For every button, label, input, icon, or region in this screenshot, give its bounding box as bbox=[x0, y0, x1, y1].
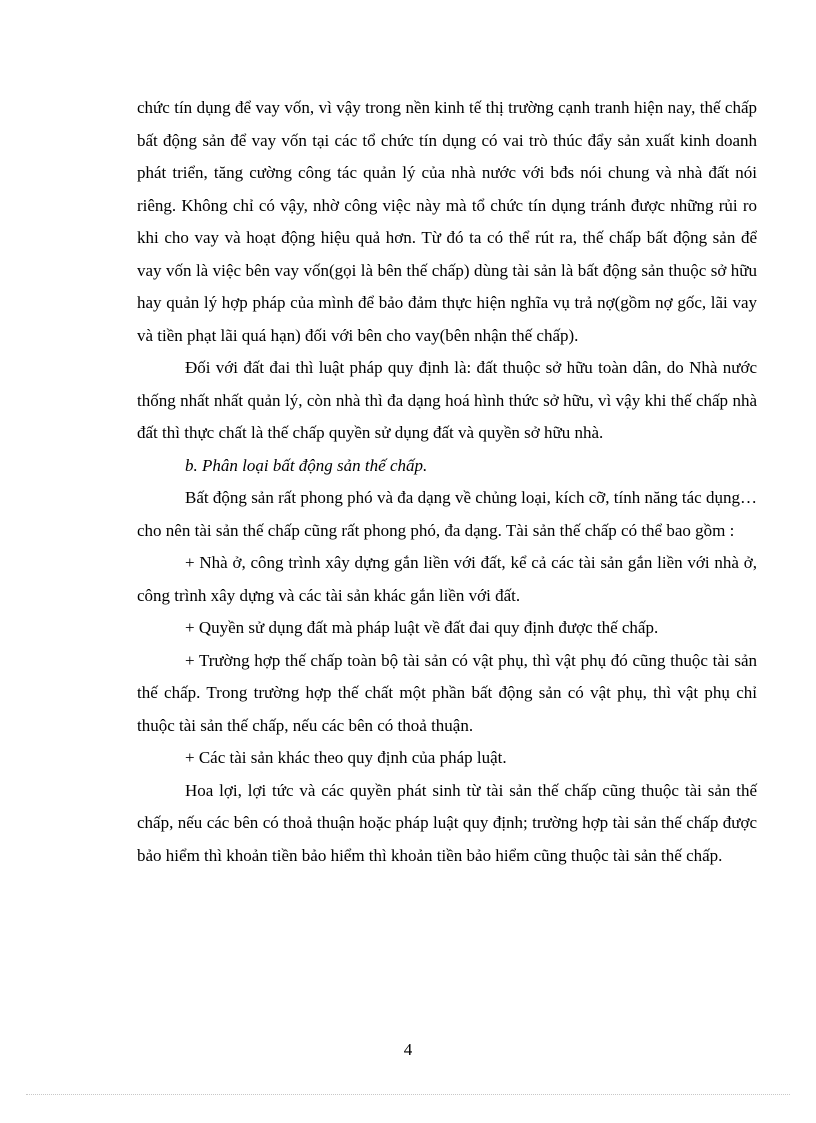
section-heading: b. Phân loại bất động sản thế chấp. bbox=[185, 455, 428, 475]
page-divider bbox=[26, 1094, 790, 1095]
paragraph-classification: Bất động sản rất phong phó và đa dạng về chủng loại, kích cỡ, tính năng tác dụng…cho nên tài sản thế chấp cũng rất phong phó, đa dạng. Tài sản thế chấp có thể bao gồm : bbox=[137, 488, 757, 540]
paragraph-land-law: Đối với đất đai thì luật pháp quy định là: đất thuộc sở hữu toàn dân, do Nhà nước thống nhất nhất quản lý, còn nhà thì đa dạng hoá hình thức sở hữu, vì vậy khi thế chấp nhà đất thì thực chất là thế chấp quyền sử dụng đất và quyền sở hữu nhà. bbox=[137, 358, 757, 442]
list-item-land-use-right: + Quyền sử dụng đất mà pháp luật về đất đai quy định được thế chấp. bbox=[185, 618, 659, 637]
body-text bbox=[137, 92, 757, 872]
list-item-other-assets: + Các tài sản khác theo quy định của pháp luật. bbox=[185, 748, 507, 767]
list-item-house: + Nhà ở, công trình xây dựng gắn liền với đất, kể cả các tài sản gắn liền với nhà ở, công trình xây dựng và các tài sản khác gắn liền với đất. bbox=[137, 553, 757, 605]
paragraph-proceeds: Hoa lợi, lợi tức và các quyền phát sinh từ tài sản thế chấp cũng thuộc tài sản thế chấp, nếu các bên có thoả thuận hoặc pháp luật quy định; trường hợp tài sản thế chấp được bảo hiểm thì khoản tiền bảo hiểm thì khoản tiền bảo hiểm cũng thuộc tài sản thế chấp. bbox=[137, 780, 757, 865]
page-number: 4 bbox=[403, 1040, 413, 1059]
list-item-accessories: + Trường hợp thế chấp toàn bộ tài sản có vật phụ, thì vật phụ đó cũng thuộc tài sản thế chấp. Trong trường hợp thế chất một phần bất động sản có vật phụ, thì vật phụ chỉ thuộc tài sản thế chấp, nếu các bên có thoả thuận. bbox=[137, 650, 757, 735]
paragraph-continuation: chức tín dụng để vay vốn, vì vậy trong nền kinh tế thị trường cạnh tranh hiện nay, thế chấp bất động sản để vay vốn tại các tổ chức tín dụng có vai trò thúc đẩy sản xuất kinh doanh phát triển, tăng cường công tác quản lý của nhà nước với bđs nói chung và nhà đất nói riêng. Không chỉ có vậy, nhờ công việc này mà tổ chức tín dụng tránh được những rủi ro khi cho vay và hoạt động hiệu quả hơn. Từ đó ta có thể rút ra, thế chấp bất động sản để vay vốn là việc bên vay vốn(gọi là bên thế chấp) dùng tài sản là bất động sản thuộc sở hữu hay quản lý hợp pháp của mình để bảo đảm thực hiện nghĩa vụ trả nợ(gồm nợ gốc, lãi vay và tiền phạt lãi quá hạn) đối với bên cho vay(bên nhận thế chấp). bbox=[137, 98, 757, 345]
